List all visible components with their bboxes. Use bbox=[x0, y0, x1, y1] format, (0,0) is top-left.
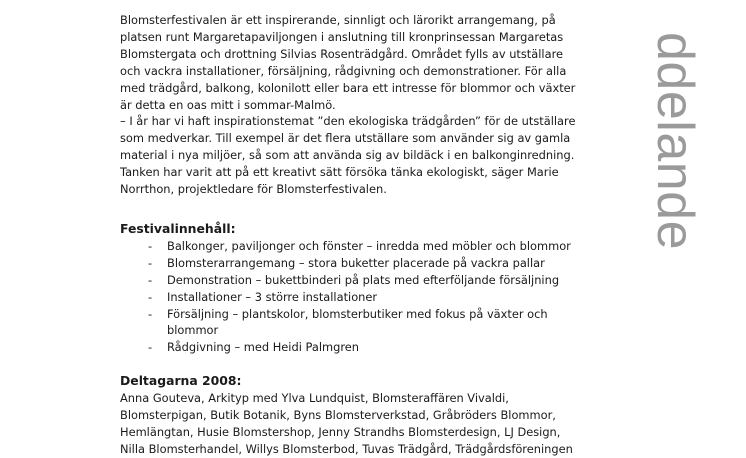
festival-content-heading: Festivalinnehåll: bbox=[120, 220, 236, 236]
intro-line: – I år har vi haft inspirationstemat ”den ekologiska trädgården” för de utställare bbox=[120, 114, 576, 129]
intro-line: Blomsterfestivalen är ett inspirerande, sinnligt och lärorikt arrangemang, på bbox=[120, 13, 556, 27]
list-item bbox=[148, 289, 625, 306]
intro-line: material i nya miljöer, så som att använda sig av bildäck i en balkonginredning. bbox=[120, 148, 575, 163]
intro-line: platsen runt Margaretapaviljongen i anslutning till kronprinsessan Margaretas bbox=[120, 29, 564, 44]
intro-paragraph bbox=[120, 12, 625, 198]
list-item bbox=[148, 238, 625, 255]
press-release-body bbox=[120, 12, 625, 458]
intro-line: Norrthon, projektledare för Blomsterfestivalen. bbox=[120, 182, 387, 197]
participants-line: Anna Gouteva, Arkityp med Ylva Lundquist, Blomsteraffären Vivaldi, bbox=[120, 391, 509, 406]
participants-line: Blomsterpigan, Butik Botanik, Byns Blomsterverkstad, Gråbröders Blommor, bbox=[120, 408, 556, 423]
list-item-text: Blomsterarrangemang – stora buketter placerade på vackra pallar bbox=[167, 255, 545, 270]
list-item-text: blommor bbox=[167, 323, 219, 338]
list-item bbox=[148, 272, 625, 289]
list-item bbox=[148, 255, 625, 272]
dash-bullet: - bbox=[148, 306, 153, 321]
festival-content-list bbox=[120, 238, 625, 356]
intro-line: är detta en oas mitt i sommar-Malmö. bbox=[120, 97, 336, 112]
list-item bbox=[148, 306, 625, 340]
list-item-text: Rådgivning – med Heidi Palmgren bbox=[167, 340, 359, 355]
participants-line: Nilla Blomsterhandel, Willys Blomsterbod, Tuvas Trädgård, Trädgårdsföreningen bbox=[120, 441, 573, 456]
list-item-text: Installationer – 3 större installationer bbox=[167, 289, 378, 304]
participants-heading: Deltagarna 2008: bbox=[120, 373, 242, 389]
intro-line: Tanken har varit att på ett kreativt sätt försöka tänka ekologiskt, säger Marie bbox=[120, 165, 559, 180]
intro-line: som medverkar. Till exempel är det flera utställare som använder sig av gamla bbox=[120, 131, 571, 146]
participants-line: Hemlängtan, Husie Blomstershop, Jenny Strandhs Blomsterdesign, LJ Design, bbox=[120, 424, 561, 439]
vertical-section-label: ddelande bbox=[646, 32, 704, 250]
dash-bullet: - bbox=[148, 238, 153, 253]
participants-paragraph bbox=[120, 390, 625, 458]
list-item-text: Demonstration – bukettbinderi på plats med efterföljande försäljning bbox=[167, 272, 560, 287]
list-item-text: Försäljning – plantskolor, blomsterbutiker med fokus på växter och bbox=[167, 306, 548, 321]
dash-bullet: - bbox=[148, 340, 153, 355]
dash-bullet: - bbox=[148, 289, 153, 304]
intro-line: med trädgård, balkong, kolonilott eller bara ett intresse för blommor och växter bbox=[120, 80, 576, 95]
intro-line: och vackra installationer, försäljning, rådgivning och demonstrationer. För alla bbox=[120, 63, 567, 78]
intro-line: Blomstergata och drottning Silvias Rosenträdgård. Området fylls av utställare bbox=[120, 46, 564, 61]
list-item bbox=[148, 339, 625, 356]
dash-bullet: - bbox=[148, 255, 153, 270]
dash-bullet: - bbox=[148, 272, 153, 287]
list-item-text: Balkonger, paviljonger och fönster – inredda med möbler och blommor bbox=[167, 238, 571, 253]
